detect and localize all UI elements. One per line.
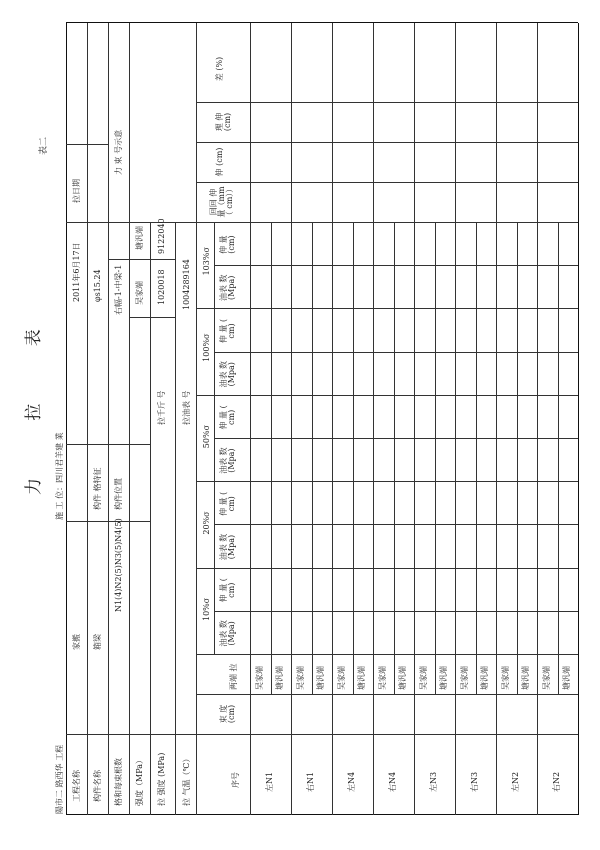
elongation-header: 伸 量 ( cm) (219, 491, 236, 516)
strength-label: 强度（MPa） (135, 756, 144, 806)
row-end-b: 塘汎端 (398, 666, 407, 690)
row-end-b: 塘汎端 (562, 666, 571, 690)
stage-label: 20%σ (202, 511, 211, 535)
end-b-header: 塘汎端 (135, 226, 144, 250)
stage-subdivider (214, 265, 578, 266)
date-value: 2011年6月17日 (72, 242, 81, 302)
member-name-value: 箱梁 (93, 634, 102, 650)
elongation-header: 伸 量 (cm) (219, 235, 236, 254)
row-seq: 右N4 (388, 771, 397, 792)
row-end-a: 吴家端 (460, 666, 469, 690)
row-end-a: 吴家端 (542, 666, 551, 690)
row-half-divider (271, 223, 272, 695)
row-divider (291, 23, 292, 815)
member-spec-label: 构件 格特征 (93, 467, 102, 510)
row-half-divider (394, 223, 395, 695)
row-end-a: 吴家端 (378, 666, 387, 690)
row-end-b: 塘汎端 (357, 666, 366, 690)
member-spec-value: φs15.24 (93, 269, 102, 302)
row-seq: 左N2 (511, 771, 520, 792)
project-name-value: 家搬 (72, 634, 81, 650)
row-end-b: 塘汎端 (480, 666, 489, 690)
row-seq: 左N3 (429, 771, 438, 792)
row-end-a: 吴家端 (501, 666, 510, 690)
stage-label: 10%σ (202, 597, 211, 621)
bundle-length-header: 束 度 (cm) (219, 704, 236, 724)
stage-label: 103%σ (202, 247, 211, 276)
stage-divider (196, 568, 578, 569)
row-half-divider (435, 223, 436, 695)
construction-unit: 施 工 位：四川君羊建 業 (55, 432, 64, 520)
oil-reading-header: 油表 数 (Mpa) (219, 533, 236, 561)
row-end-a: 吴家端 (255, 666, 264, 690)
stage-divider (196, 481, 578, 482)
stage-divider (196, 308, 578, 309)
tendon-value: N1(4)N2(5)N3(5)N4(5) (114, 518, 123, 612)
row-half-divider (558, 223, 559, 695)
oil-reading-header: 油表 数 (Mpa) (219, 274, 236, 302)
row-divider (332, 23, 333, 815)
position-label: 构件位置 (114, 478, 123, 510)
position-value: 右幅-1-中梁-1 (114, 264, 123, 315)
jack-label: 拉千斤 号 (157, 390, 166, 425)
stage-subdivider (214, 352, 578, 353)
row-end-a: 吴家端 (419, 666, 428, 690)
row-end-b: 塘汎端 (316, 666, 325, 690)
stage-subdivider (214, 611, 578, 612)
stage-label: 100%σ (202, 333, 211, 362)
project-name-label: 工程名称 (72, 770, 81, 802)
row-end-a: 吴家端 (296, 666, 305, 690)
row-seq: 左N4 (347, 771, 356, 792)
actual-header: 伸 (cm) (215, 147, 224, 177)
oil-reading-header: 油表 数 (Mpa) (219, 360, 236, 388)
row-half-divider (312, 223, 313, 695)
row-end-b: 塘汎端 (439, 666, 448, 690)
theory-header: 理 伸 (cm) (215, 112, 232, 132)
pull-date-label: 拉日期 (72, 179, 81, 203)
row-divider (496, 23, 497, 815)
end-a-header: 吴家端 (135, 281, 144, 305)
row-end-b: 塘汎端 (521, 666, 530, 690)
jack-a: 1020018 (157, 269, 166, 305)
pull-strength-label: 拉 强度 (MPa) (157, 752, 166, 806)
gauge-a: 1004289164 (182, 259, 191, 310)
row-divider (455, 23, 456, 815)
table-number: 表二 (39, 136, 49, 155)
row-divider (414, 23, 415, 815)
elongation-header: 伸 量 ( cm) (219, 318, 236, 344)
force-diagram-label: 力 束 号示意 (114, 129, 123, 175)
row-seq: 右N2 (552, 771, 561, 792)
row-seq: 右N1 (306, 771, 315, 792)
tendon-label: 格和每束根数 (114, 758, 123, 806)
oil-reading-header: 油表 数 (Mpa) (219, 620, 236, 647)
stage-divider (196, 395, 578, 396)
company-name: 陽市二 路西华 工程 (55, 744, 64, 814)
row-seq: 左N1 (265, 771, 274, 792)
gauge-label: 拉油表 号 (182, 390, 191, 425)
row-divider (373, 23, 374, 815)
elongation-header: 伸 量 ( cm) (219, 405, 236, 430)
end-header: 两端 拉 (229, 663, 238, 690)
member-name-label: 构件名称 (93, 770, 102, 802)
seq-header: 序号 (231, 772, 240, 788)
row-seq: 右N3 (470, 771, 479, 792)
diff-header: 差 (%) (215, 56, 224, 82)
temp-label: 拉 气温（℃） (182, 754, 191, 806)
stage-subdivider (214, 438, 578, 439)
oil-reading-header: 油表 数 (Mpa) (219, 447, 236, 474)
row-half-divider (353, 223, 354, 695)
row-divider (537, 23, 538, 815)
row-half-divider (476, 223, 477, 695)
jack-b: 9122040 (157, 218, 166, 254)
row-end-a: 吴家端 (337, 666, 346, 690)
stage-label: 50%σ (202, 424, 211, 449)
elongation-header: 伸 量 ( cm) (219, 578, 236, 603)
row-end-b: 塘汎端 (275, 666, 284, 690)
page-title: 力 拉 表 (24, 303, 44, 495)
retract-header: 回回 伸 量（mm （ cm）） (209, 184, 234, 220)
stage-subdivider (214, 524, 578, 525)
row-half-divider (517, 223, 518, 695)
